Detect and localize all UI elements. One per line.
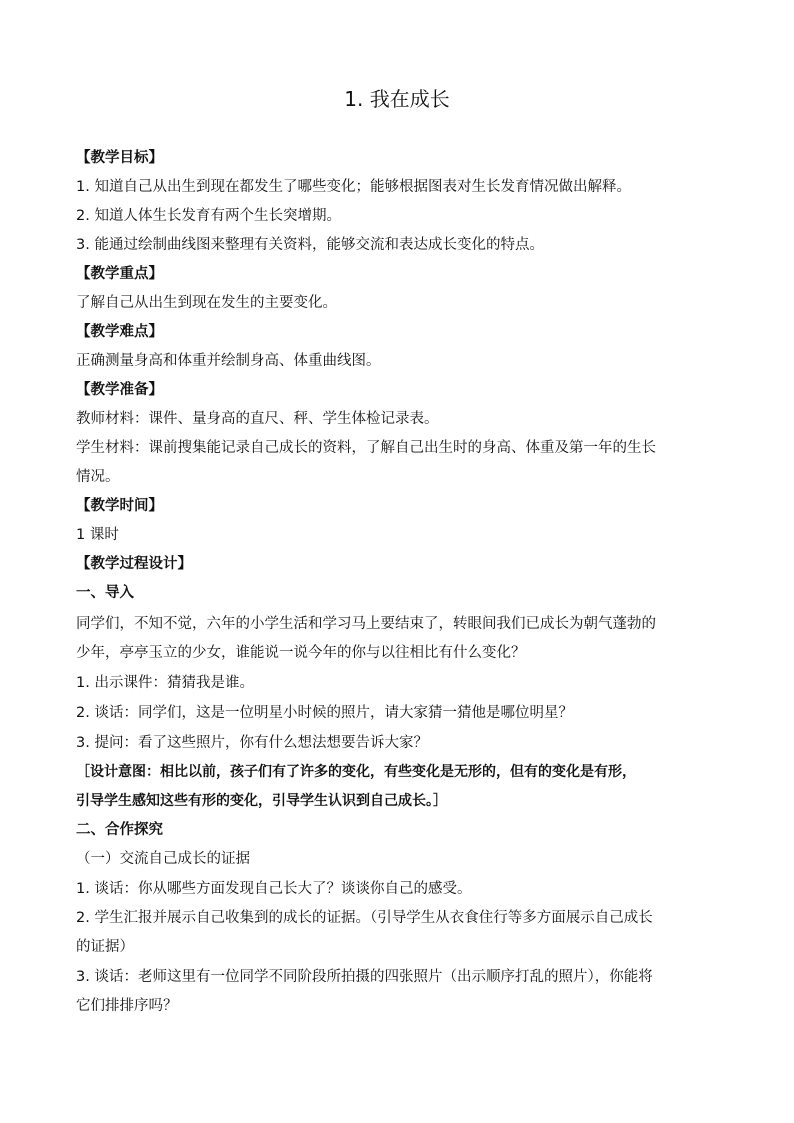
section-heading-process: 【教学过程设计】 [76, 556, 192, 572]
difficulty-text: 正确测量身高和体重并绘制身高、体重曲线图。 [76, 353, 381, 369]
section-heading-objectives: 【教学目标】 [76, 150, 163, 166]
cooperative-step-2: 2. 学生汇报并展示自己收集到的成长的证据。（引导学生从衣食住行等多方面展示自己成长 [76, 910, 653, 926]
objective-item-3: 3. 能通过绘制曲线图来整理有关资料，能够交流和表达成长变化的特点。 [76, 237, 544, 253]
student-materials-text: 学生材料：课前搜集能记录自己成长的资料，了解自己出生时的身高、体重及第一年的生长 [76, 440, 656, 456]
cooperative-step-2-continued: 的证据） [76, 939, 134, 955]
section-heading-key-points: 【教学重点】 [76, 266, 163, 282]
subsection-heading-intro: 一、导入 [76, 585, 134, 601]
student-materials-continued: 情况。 [76, 469, 120, 485]
cooperative-step-3: 3. 谈话：老师这里有一位同学不同阶段所拍摄的四张照片（出示顺序打乱的照片），你能将 [76, 969, 653, 985]
intro-paragraph-line-1: 同学们，不知不觉，六年的小学生活和学习马上要结束了，转眼间我们已成长为朝气蓬勃的 [76, 616, 656, 632]
document-title: 1. 我在成长 [344, 87, 450, 111]
teacher-materials-text: 教师材料：课件、量身高的直尺、秤、学生体检记录表。 [76, 411, 439, 427]
section-heading-time: 【教学时间】 [76, 498, 163, 514]
design-note-line-2: 引导学生感知这些有形的变化，引导学生认识到自己成长。］ [76, 793, 447, 809]
subsection-heading-cooperative: 二、合作探究 [76, 822, 163, 838]
intro-step-1: 1. 出示课件：猜猜我是谁。 [76, 675, 254, 691]
intro-paragraph-line-2: 少年，亭亭玉立的少女，谁能说一说今年的你与以往相比有什么变化？ [76, 645, 526, 661]
design-note-line-1: ［设计意图：相比以前，孩子们有了许多的变化，有些变化是无形的，但有的变化是有形， [76, 764, 636, 780]
time-text: 1 课时 [76, 527, 119, 543]
section-heading-difficulties: 【教学难点】 [76, 324, 163, 340]
cooperative-step-3-continued: 它们排排序吗？ [76, 998, 178, 1014]
intro-step-2: 2. 谈话：同学们，这是一位明星小时候的照片，请大家猜一猜他是哪位明星？ [76, 705, 573, 721]
key-point-text: 了解自己从出生到现在发生的主要变化。 [76, 295, 337, 311]
cooperative-part-1-heading: （一）交流自己成长的证据 [76, 851, 250, 867]
section-heading-preparation: 【教学准备】 [76, 382, 163, 398]
intro-step-3: 3. 提问：看了这些照片，你有什么想法想要告诉大家？ [76, 735, 428, 751]
objective-item-2: 2. 知道人体生长发育有两个生长突增期。 [76, 208, 341, 224]
cooperative-step-1: 1. 谈话：你从哪些方面发现自己长大了？谈谈你自己的感受。 [76, 881, 472, 897]
objective-item-1: 1. 知道自己从出生到现在都发生了哪些变化；能够根据图表对生长发育情况做出解释。 [76, 179, 631, 195]
